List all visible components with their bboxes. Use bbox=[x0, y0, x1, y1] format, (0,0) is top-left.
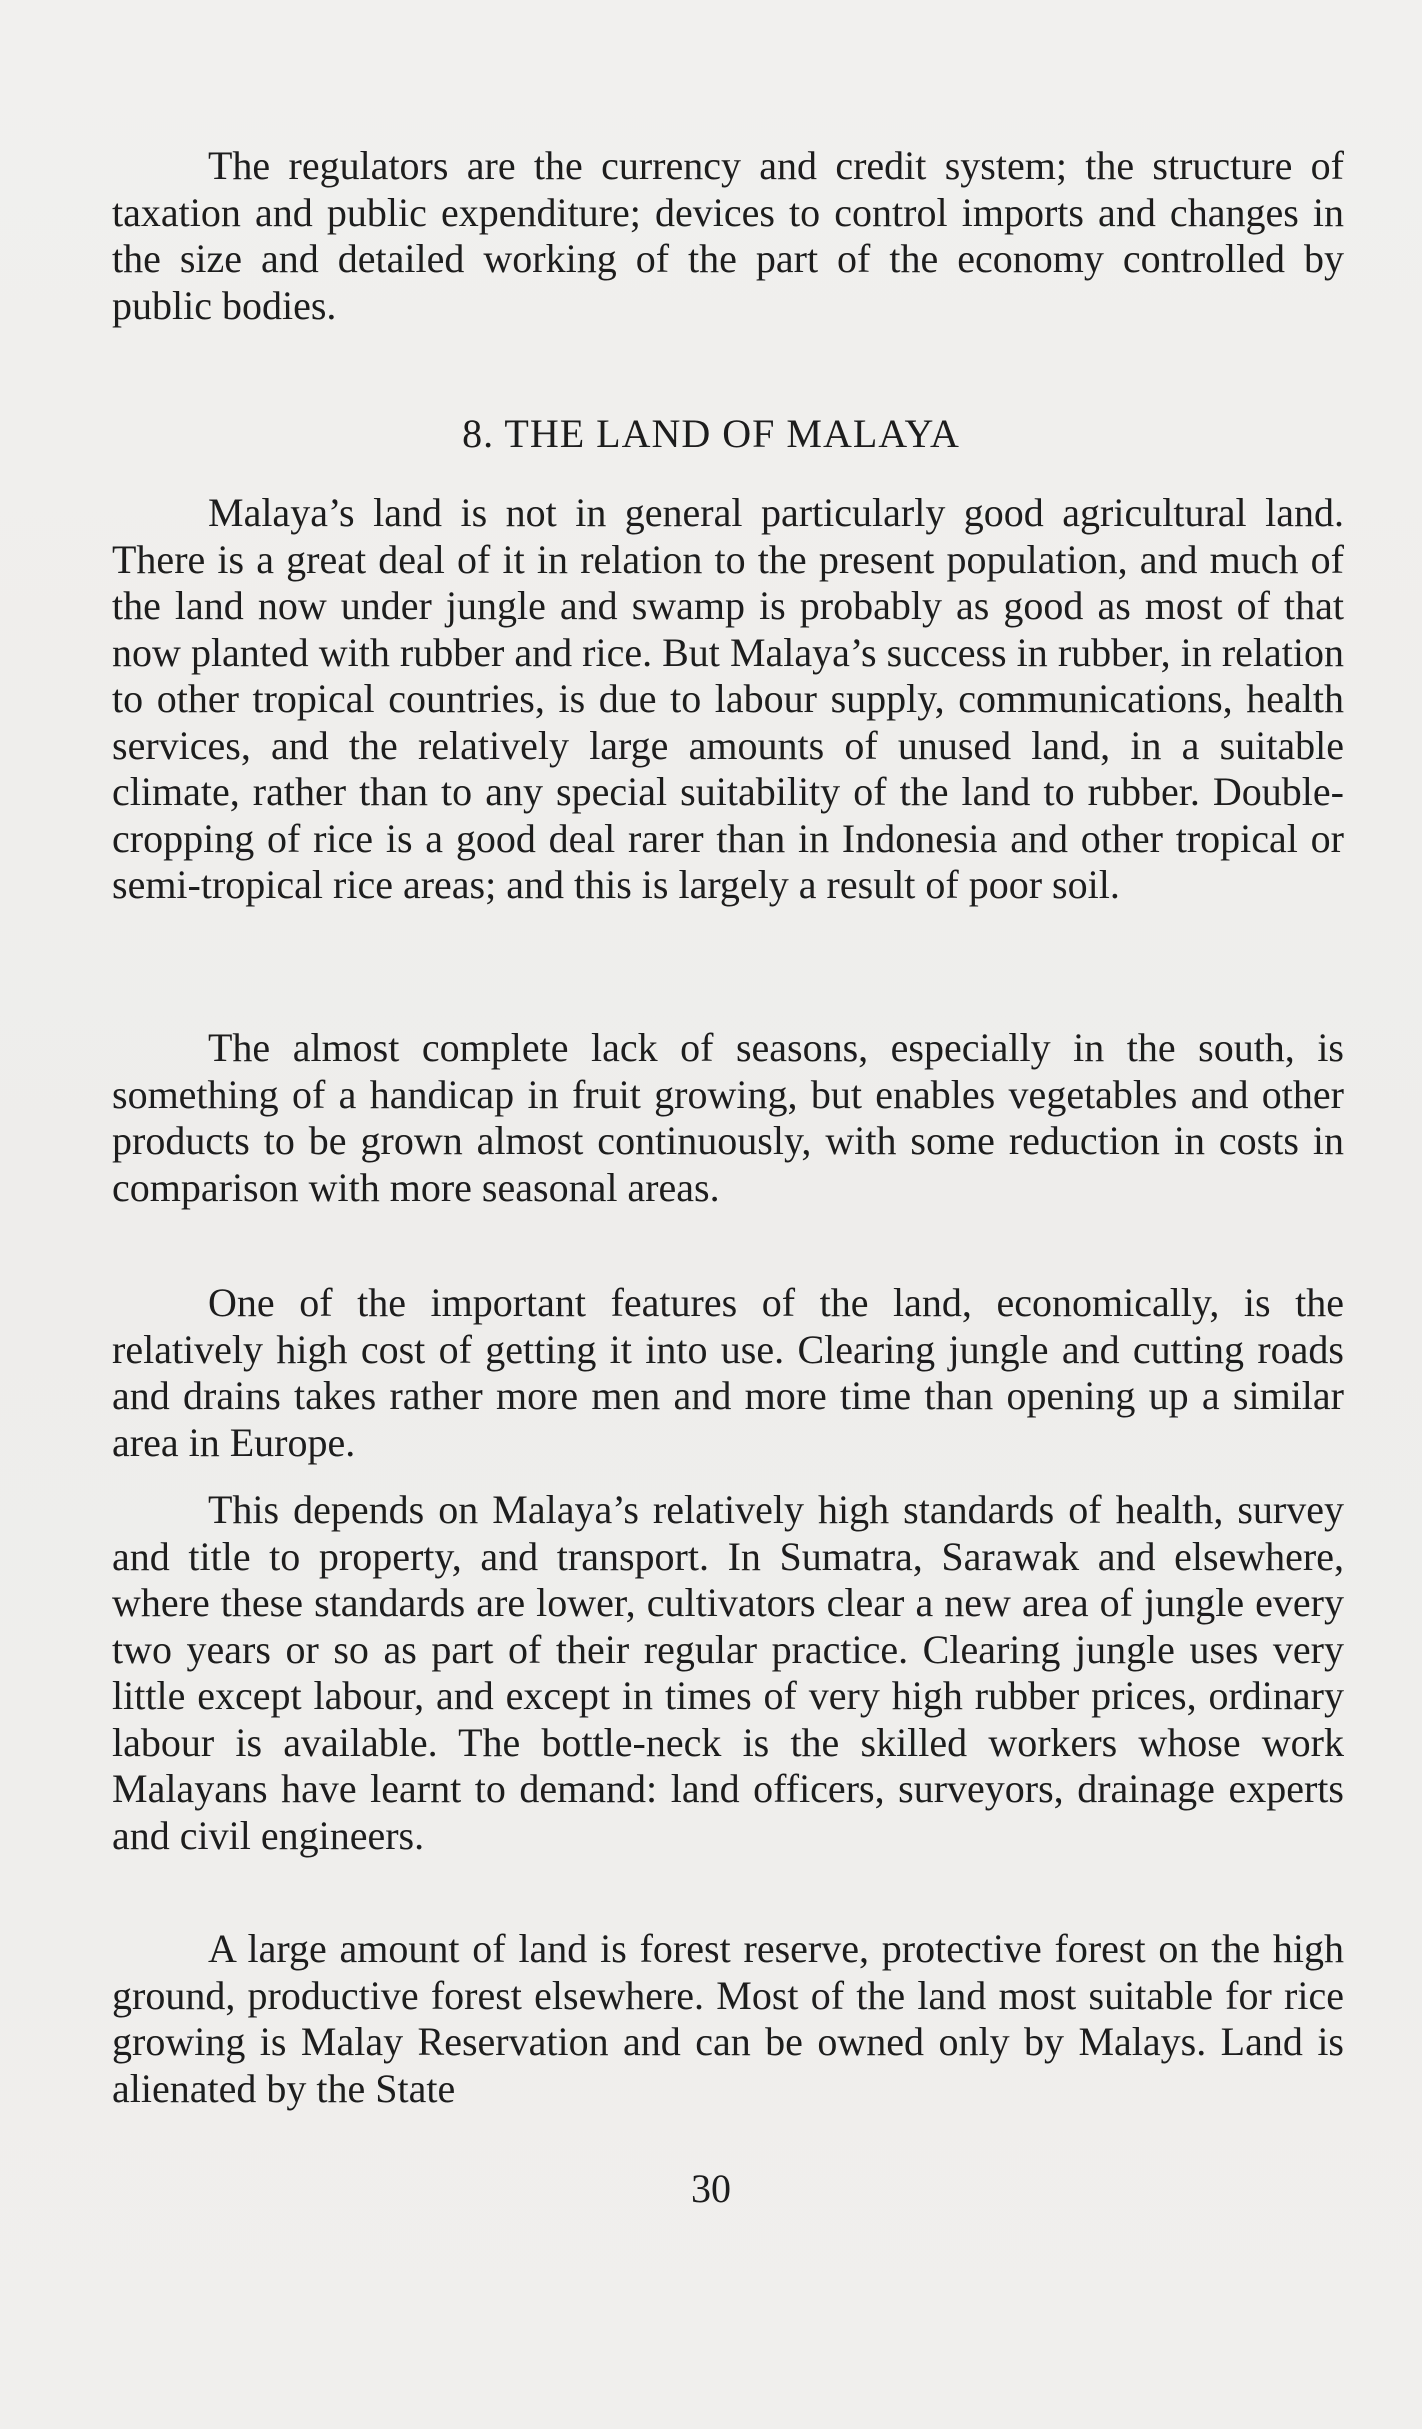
paragraph-forest-reserve bbox=[112, 1926, 1344, 2112]
paragraph-land-features bbox=[112, 1280, 1344, 1466]
section-heading: 8. THE LAND OF MALAYA bbox=[462, 411, 960, 456]
paragraph-text: One of the important features of the land, economically, is the relatively high cost of getting it into use. Clearing jungle and cutting roads and drains takes rather more men and more time than opening up a similar area in Europe. bbox=[112, 1280, 1344, 1465]
paragraph-text: The almost complete lack of seasons, especially in the south, is something of a handicap in fruit growing, but enables vegetables and other products to be grown almost continuously, with some reduction in costs in comparison with more seasonal areas. bbox=[112, 1025, 1344, 1210]
paragraph-text: Malaya’s land is not in general particularly good agricultural land. There is a great deal of it in relation to the present population, and much of the land now under jungle and swamp is probably as good as most of that now planted with rubber and rice. But Malaya’s success in rubber, in relation to other tropical countries, is due to labour supply, communications, health services, and the relatively large amounts of unused land, in a suitable climate, rather than to any special suitability of the land to rubber. Double-cropping of rice is a good deal rarer than in Indonesia and other tropical or semi-tropical rice areas; and this is largely a result of poor soil. bbox=[112, 490, 1344, 907]
paragraph-text: A large amount of land is forest reserve, protective forest on the high ground, productive forest elsewhere. Most of the land most suitable for rice growing is Malay Reservation and can be owned only by Malays. Land is alienated by the State bbox=[112, 1926, 1344, 2111]
paragraph-text: This depends on Malaya’s relatively high standards of health, survey and title to property, and transport. In Sumatra, Sarawak and elsewhere, where these standards are lower, cultivators clear a new area of jungle every two years or so as part of their regular practice. Clearing jungle uses very little except labour, and except in times of very high rubber prices, ordinary labour is available. The bottle-neck is the skilled workers whose work Malayans have learnt to demand: land officers, surveyors, drainage experts and civil engineers. bbox=[112, 1487, 1344, 1858]
paragraph-regulators bbox=[112, 143, 1344, 329]
page-number: 30 bbox=[691, 2166, 731, 2211]
paragraph-seasons bbox=[112, 1025, 1344, 1211]
paragraph-text: The regulators are the currency and credit system; the structure of taxation and public expenditure; devices to control imports and changes in the size and detailed working of the part of the economy controlled by public bodies. bbox=[112, 143, 1344, 328]
paragraph-standards bbox=[112, 1487, 1344, 1859]
paragraph-land-quality bbox=[112, 490, 1344, 909]
